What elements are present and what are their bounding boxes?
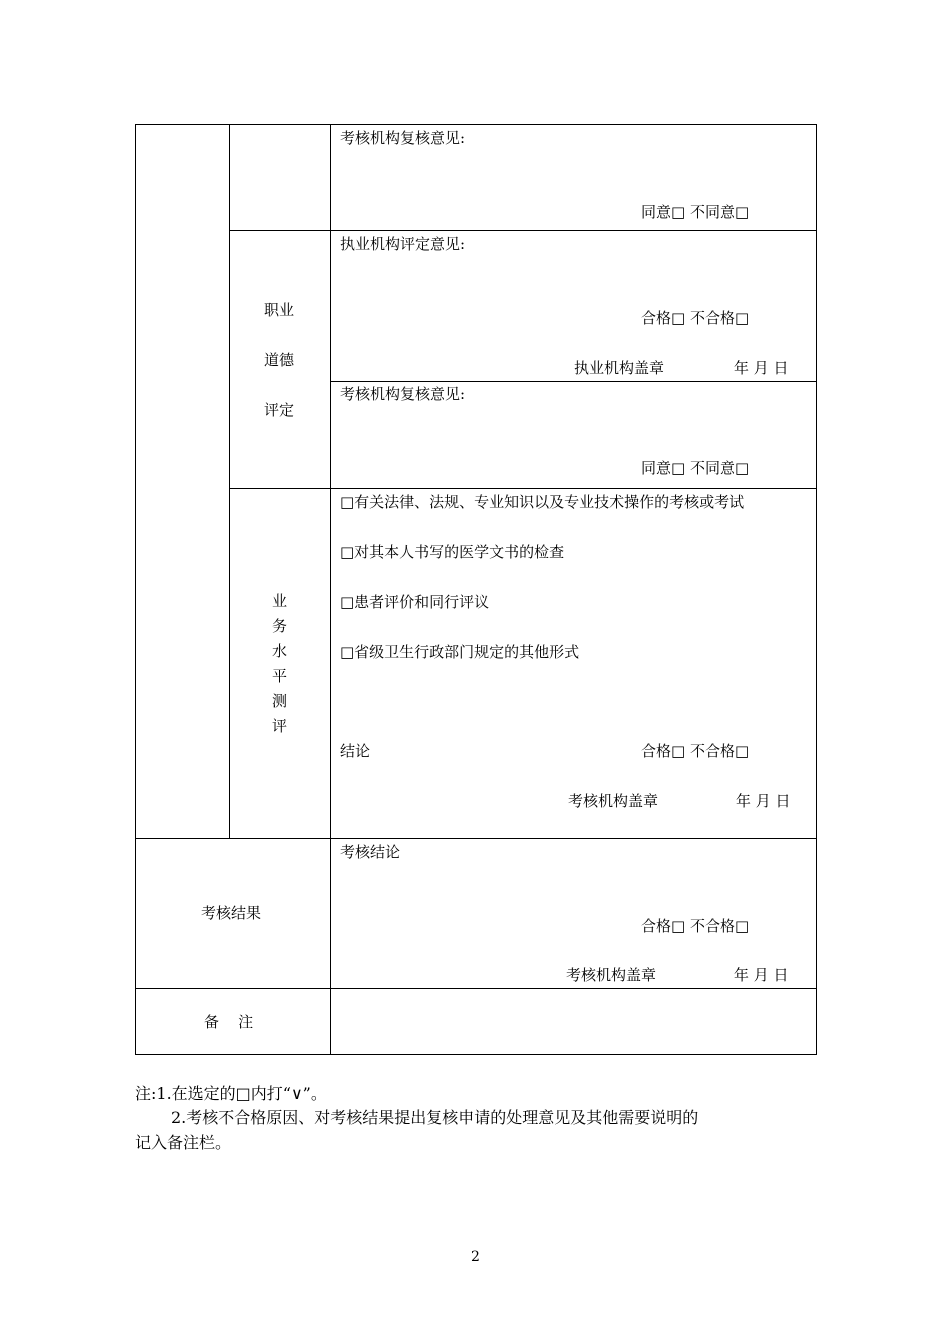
- table-rule-1: [229, 230, 817, 231]
- business-option-other[interactable]: □省级卫生行政部门规定的其他形式: [340, 643, 580, 661]
- business-date: 年 月 日: [736, 792, 791, 810]
- business-category-label-1: 业: [272, 592, 288, 610]
- remark-field[interactable]: [331, 989, 816, 1054]
- ethics-category-label-1: 职业: [264, 301, 295, 319]
- result-seal: 考核机构盖章: [566, 966, 657, 984]
- table-divider-content: [330, 124, 331, 1055]
- business-seal: 考核机构盖章: [568, 792, 659, 810]
- table-rule-3: [229, 488, 817, 489]
- table-border-right: [816, 124, 817, 1055]
- table-border-top: [135, 124, 817, 125]
- result-conclusion-label: 考核结论: [340, 843, 401, 861]
- note-line-3: 记入备注栏。: [135, 1133, 232, 1152]
- business-option-document-check[interactable]: □对其本人书写的医学文书的检查: [340, 543, 565, 561]
- ethics-eval-seal: 执业机构盖章: [574, 359, 665, 377]
- ethics-eval-choice[interactable]: 合格□ 不合格□: [641, 309, 750, 327]
- ethics-category-label-2: 道德: [264, 351, 295, 369]
- agree-choice[interactable]: 同意□ 不同意□: [641, 203, 750, 221]
- review-opinion-label: 考核机构复核意见:: [340, 129, 466, 147]
- ethics-review-label: 考核机构复核意见:: [340, 385, 466, 403]
- business-conclusion-choice[interactable]: 合格□ 不合格□: [641, 742, 750, 760]
- business-category-label-5: 测: [272, 692, 288, 710]
- business-category-label-3: 水: [272, 642, 288, 660]
- business-category-label-6: 评: [272, 717, 288, 735]
- business-option-peer-review[interactable]: □患者评价和同行评议: [340, 593, 490, 611]
- business-option-exam[interactable]: □有关法律、法规、专业知识以及专业技术操作的考核或考试: [340, 493, 745, 511]
- table-border-left: [135, 124, 136, 1055]
- ethics-category-label-3: 评定: [264, 401, 295, 419]
- table-divider-category: [229, 124, 230, 838]
- ethics-eval-date: 年 月 日: [734, 359, 789, 377]
- remark-label: 备 注: [204, 1013, 254, 1031]
- ethics-review-choice[interactable]: 同意□ 不同意□: [641, 459, 750, 477]
- note-line-1: 注:1.在选定的□内打“∨”。: [135, 1084, 327, 1103]
- ethics-eval-label: 执业机构评定意见:: [340, 235, 466, 253]
- page-number: 2: [471, 1249, 480, 1265]
- result-date: 年 月 日: [734, 966, 789, 984]
- note-line-2: 2.考核不合格原因、对考核结果提出复核申请的处理意见及其他需要说明的: [171, 1108, 699, 1127]
- table-rule-4: [135, 838, 817, 839]
- business-conclusion-label: 结论: [340, 742, 371, 760]
- result-choice[interactable]: 合格□ 不合格□: [641, 917, 750, 935]
- table-border-bottom: [135, 1054, 817, 1055]
- table-rule-2: [330, 381, 817, 382]
- business-category-label-2: 务: [272, 617, 288, 635]
- result-label: 考核结果: [201, 904, 262, 922]
- business-category-label-4: 平: [272, 667, 288, 685]
